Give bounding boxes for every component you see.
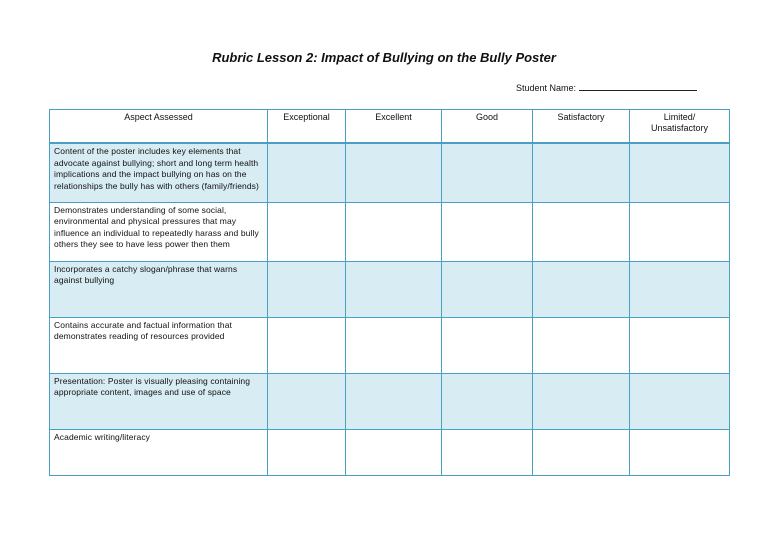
score-cell-excellent[interactable] [346, 202, 442, 261]
score-cell-satisfactory[interactable] [533, 373, 630, 429]
header-aspect-assessed: Aspect Assessed [50, 110, 268, 144]
header-limited-unsatisfactory: Limited/ Unsatisfactory [630, 110, 730, 144]
header-excellent: Excellent [346, 110, 442, 144]
aspect-text: Content of the poster includes key elements that advocate against bullying; short and long term health implications and the impact bullying on has on the relationships the bully has with others (family/friends) [54, 146, 259, 191]
score-cell-excellent[interactable] [346, 429, 442, 475]
aspect-text: Contains accurate and factual information that demonstrates reading of resources provided [54, 319, 233, 341]
score-cell-satisfactory[interactable] [533, 429, 630, 475]
table-header-row [50, 110, 730, 144]
score-cell-exceptional[interactable] [268, 373, 346, 429]
score-cell-exceptional[interactable] [268, 143, 346, 202]
aspect-cell [50, 202, 268, 261]
score-cell-good[interactable] [442, 317, 533, 373]
score-cell-good[interactable] [442, 373, 533, 429]
score-cell-satisfactory[interactable] [533, 143, 630, 202]
aspect-cell [50, 429, 268, 475]
aspect-cell [50, 143, 268, 202]
aspect-text: Presentation: Poster is visually pleasing containing appropriate content, images and use of space [54, 375, 251, 397]
document-title: Rubric Lesson 2: Impact of Bullying on the Bully Poster [212, 50, 556, 65]
score-cell-good[interactable] [442, 429, 533, 475]
aspect-text: Academic writing/literacy [54, 431, 151, 442]
score-cell-satisfactory[interactable] [533, 261, 630, 317]
aspect-cell [50, 317, 268, 373]
score-cell-limited[interactable] [630, 429, 730, 475]
table-row [50, 373, 730, 429]
score-cell-good[interactable] [442, 143, 533, 202]
score-cell-limited[interactable] [630, 143, 730, 202]
score-cell-excellent[interactable] [346, 143, 442, 202]
score-cell-satisfactory[interactable] [533, 202, 630, 261]
score-cell-good[interactable] [442, 202, 533, 261]
score-cell-exceptional[interactable] [268, 261, 346, 317]
score-cell-exceptional[interactable] [268, 202, 346, 261]
table-row [50, 317, 730, 373]
table-row [50, 261, 730, 317]
score-cell-satisfactory[interactable] [533, 317, 630, 373]
score-cell-excellent[interactable] [346, 373, 442, 429]
score-cell-excellent[interactable] [346, 317, 442, 373]
header-good: Good [442, 110, 533, 144]
student-name-label: Student Name: [516, 83, 577, 93]
aspect-text: Incorporates a catchy slogan/phrase that warns against bullying [54, 263, 238, 285]
student-name-field [516, 81, 697, 93]
score-cell-exceptional[interactable] [268, 317, 346, 373]
aspect-cell [50, 261, 268, 317]
rubric-table [49, 109, 730, 476]
student-name-blank-line[interactable] [579, 81, 697, 91]
header-satisfactory: Satisfactory [533, 110, 630, 144]
score-cell-excellent[interactable] [346, 261, 442, 317]
score-cell-limited[interactable] [630, 261, 730, 317]
table-row [50, 143, 730, 202]
score-cell-limited[interactable] [630, 202, 730, 261]
aspect-cell [50, 373, 268, 429]
header-exceptional: Exceptional [268, 110, 346, 144]
score-cell-limited[interactable] [630, 317, 730, 373]
aspect-text: Demonstrates understanding of some social, environmental and physical pressures that may influence an individual to repeatedly harass and bully others they see to have less power then them [54, 204, 259, 249]
score-cell-limited[interactable] [630, 373, 730, 429]
score-cell-good[interactable] [442, 261, 533, 317]
table-row [50, 429, 730, 475]
table-row [50, 202, 730, 261]
score-cell-exceptional[interactable] [268, 429, 346, 475]
